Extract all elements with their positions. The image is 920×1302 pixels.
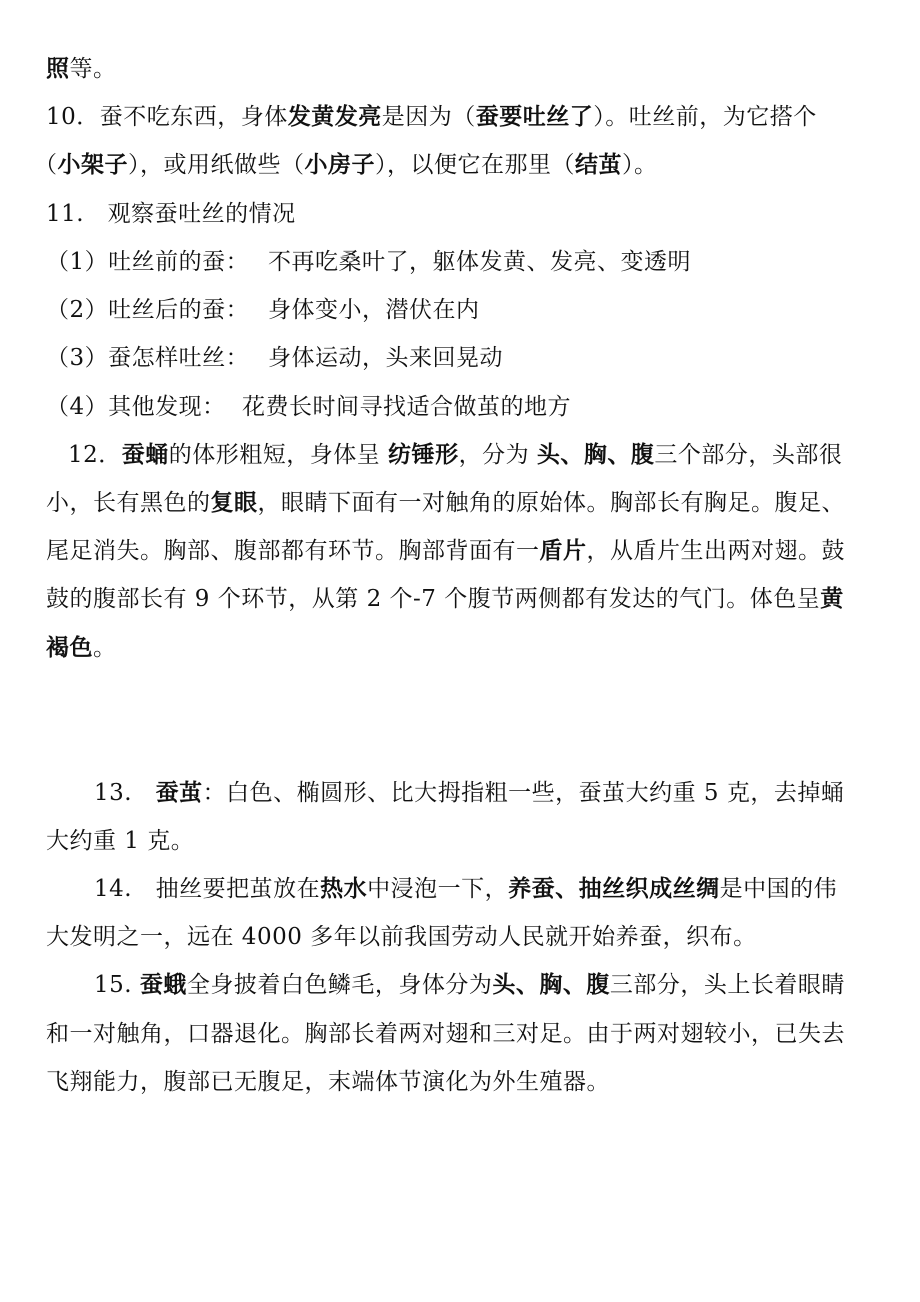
text-run: 头、胸、腹 bbox=[492, 971, 610, 998]
text-run: 三部分，头上长着眼睛 bbox=[609, 972, 845, 998]
observation-text: 花费长时间寻找适合做茧的地方 bbox=[242, 394, 571, 420]
text-run: 黄 bbox=[820, 585, 844, 612]
text-run: 鼓的腹部长有 9 个环节，从第 2 个-7 个腹节两侧都有发达的气门。体色呈 bbox=[46, 586, 821, 612]
observation-label: （2）吐丝后的蚕： bbox=[46, 297, 250, 323]
text-run: ：白色、椭圆形、比大拇指粗一些，蚕茧大约重 5 克，去掉蛹 bbox=[202, 780, 845, 806]
text-run: 小架子 bbox=[57, 151, 128, 178]
text-run: 发黄发亮 bbox=[287, 103, 382, 130]
text-run: 大约重 1 克。 bbox=[46, 828, 195, 854]
text-run: 13. bbox=[94, 780, 156, 806]
text-run: 热水 bbox=[320, 875, 368, 902]
observation-item-3 bbox=[46, 343, 503, 373]
paragraph-15-line-3 bbox=[46, 1067, 610, 1097]
observation-text: 不再吃桑叶了，躯体发黄、发亮、变透明 bbox=[268, 249, 691, 275]
text-run: 12． bbox=[68, 442, 122, 468]
text-run: 14. 抽丝要把茧放在 bbox=[94, 876, 321, 902]
text-run: ，分为 bbox=[458, 442, 537, 468]
text-run: 三个部分，头部很 bbox=[654, 442, 843, 468]
observation-item-1 bbox=[46, 247, 691, 277]
observation-item-2 bbox=[46, 295, 480, 325]
text-run: 小，长有黑色的 bbox=[46, 490, 211, 516]
text-run: 等。 bbox=[69, 56, 117, 82]
paragraph-10-line-1 bbox=[46, 102, 817, 132]
text-run: 。 bbox=[93, 635, 117, 661]
text-run: 蚕要吐丝了 bbox=[475, 103, 594, 130]
text-run: 养蚕、抽丝织成丝绸 bbox=[508, 875, 720, 902]
text-run: 飞翔能力，腹部已无腹足，末端体节演化为外生殖器。 bbox=[46, 1069, 610, 1095]
observation-label: （1）吐丝前的蚕： bbox=[46, 249, 250, 275]
text-run: 小房子 bbox=[304, 151, 375, 178]
paragraph-14-line-2 bbox=[46, 922, 757, 952]
text-run: 褐色 bbox=[46, 634, 93, 661]
text-run: 10．蚕不吃东西，身体 bbox=[46, 104, 288, 130]
paragraph-13-line-2 bbox=[46, 826, 194, 856]
paragraph-14-line-1 bbox=[94, 874, 837, 904]
text-run: 尾足消失。胸部、腹部都有环节。胸部背面有一 bbox=[46, 538, 540, 564]
text-run: 中浸泡一下， bbox=[367, 876, 509, 902]
text-run: 蚕蛹 bbox=[121, 441, 169, 468]
observation-text: 身体运动，头来回晃动 bbox=[268, 345, 503, 371]
text-run: 11. 观察蚕吐丝的情况 bbox=[46, 201, 296, 227]
text-run: 照 bbox=[46, 55, 70, 82]
paragraph-13-line-1 bbox=[94, 778, 844, 808]
text-run: 大发明之一，远在 4000 多年以前我国劳动人民就开始养蚕，织布。 bbox=[46, 924, 757, 950]
text-run: 15. bbox=[94, 972, 140, 998]
observation-label: （4）其他发现： bbox=[46, 394, 226, 420]
text-run: ，眼睛下面有一对触角的原始体。胸部长有胸足。腹足、 bbox=[257, 490, 845, 516]
paragraph-15-line-2 bbox=[46, 1019, 845, 1049]
paragraph-11-title bbox=[46, 199, 296, 229]
text-run: ）。 bbox=[622, 152, 658, 178]
text-run: 纺锤形 bbox=[388, 441, 459, 468]
text-run: 是中国的伟 bbox=[719, 876, 838, 902]
paragraph-12-line-1 bbox=[68, 440, 842, 470]
paragraph-12-line-4 bbox=[46, 584, 844, 614]
text-run: ）。吐丝前，为它搭个 bbox=[593, 104, 817, 130]
text-run: （ bbox=[34, 152, 58, 178]
text-run: 和一对触角，口器退化。胸部长着两对翅和三对足。由于两对翅较小，已失去 bbox=[46, 1021, 845, 1047]
text-run: 蚕茧 bbox=[155, 779, 203, 806]
observation-label: （3）蚕怎样吐丝： bbox=[46, 345, 250, 371]
text-run: 头、胸、腹 bbox=[536, 441, 655, 468]
text-run: ），以便它在那里（ bbox=[375, 152, 575, 178]
text-run: 结茧 bbox=[575, 151, 622, 178]
text-run: 是因为（ bbox=[381, 104, 476, 130]
text-run: ），或用纸做些（ bbox=[128, 152, 305, 178]
text-run: 蚕蛾 bbox=[139, 971, 187, 998]
paragraph-15-line-1 bbox=[94, 970, 845, 1000]
paragraph-12-line-2 bbox=[46, 488, 845, 518]
paragraph-12-line-3 bbox=[46, 536, 845, 566]
paragraph-10-line-2 bbox=[34, 150, 658, 180]
observation-item-4 bbox=[46, 392, 571, 422]
paragraph-12-line-5 bbox=[46, 633, 117, 663]
text-run: 的体形粗短，身体呈 bbox=[168, 442, 389, 468]
text-run: ，从盾片生出两对翅。鼓 bbox=[586, 538, 845, 564]
paragraph-9-end bbox=[46, 54, 117, 84]
text-run: 盾片 bbox=[539, 537, 587, 564]
observation-text: 身体变小，潜伏在内 bbox=[268, 297, 480, 323]
text-run: 复眼 bbox=[210, 489, 258, 516]
text-run: 全身披着白色鳞毛，身体分为 bbox=[186, 972, 493, 998]
